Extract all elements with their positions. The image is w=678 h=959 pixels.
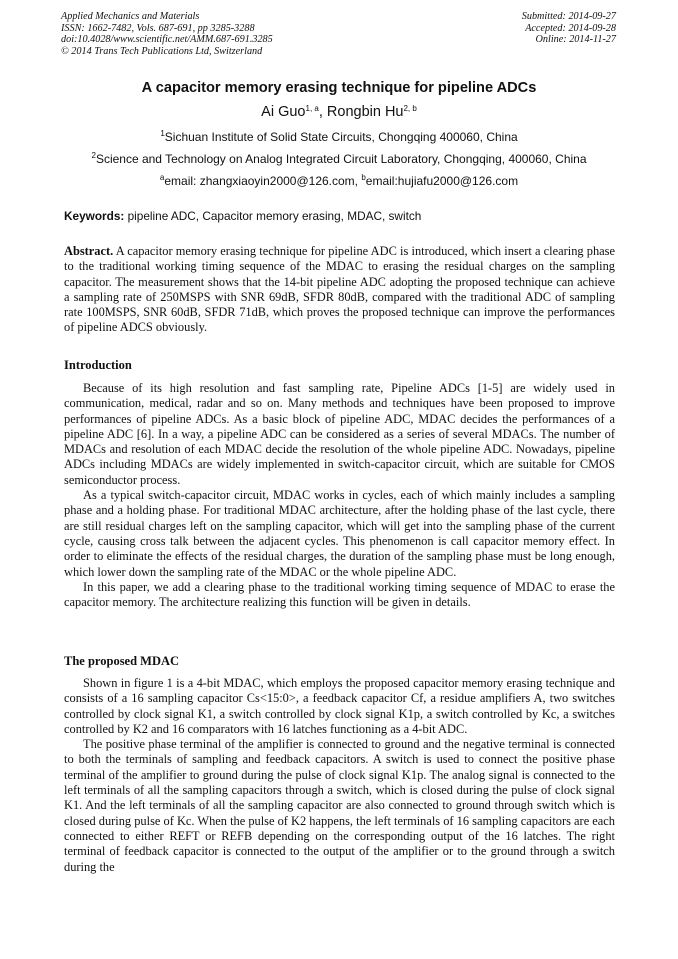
abstract-label: Abstract.: [64, 244, 114, 258]
author-1-marker: 1, a: [305, 104, 319, 113]
online-date: Online: 2014-11-27: [535, 34, 616, 46]
author-1: Ai Guo: [261, 104, 306, 120]
email-b: email:hujiafu2000@126.com: [365, 174, 519, 188]
accepted-date: Accepted: 2014-09-28: [525, 22, 616, 34]
copyright-line: © 2014 Trans Tech Publications Ltd, Switzerland: [61, 45, 263, 57]
submitted-date: Submitted: 2014-09-27: [521, 11, 616, 22]
keywords-text: pipeline ADC, Capacitor memory erasing, MDAC, switch: [124, 209, 422, 223]
journal-name: Applied Mechanics and Materials: [61, 11, 200, 22]
paragraph: Shown in figure 1 is a 4-bit MDAC, which employs the proposed capacitor memory erasing technique and consists of a 16 sampling capacitor Cs<15:0>, a feedback capacitor Cf, a residue amplifiers A, two switches controlled by clock signal K1, a switch controlled by clock signal K1p, a switch controlled by Kc, a switches controlled by K2 and 16 comparators with 16 latches functioning as a 4-bit ADC.: [64, 676, 615, 736]
affiliation-2: $^2$Science and Technology on Analog Integrated Circuit Laboratory, Chongqing, 400060, China: [91, 151, 587, 166]
affiliation-1: $^1$Sichuan Institute of Solid State Circuits, Chongqing 400060, China: [160, 129, 518, 144]
paragraph: As a typical switch-capacitor circuit, MDAC works in cycles, each of which mainly includes a sampling phase and a holding phase. For traditional MDAC architecture, after the holding phase of the last cycle, there are still residual charges left on the sampling capacitor, which will get into the sampling phase of the current cycle, causing cross talk between the adjacent cycles. This phenomenon is call capacitor memory effect. In order to eliminate the effects of the residual charges, the duration of the sampling phase must be long enough, which lower down the sampling rate of the MDAC or the whole pipeline ADC.: [64, 488, 615, 579]
author-2: Rongbin Hu: [326, 104, 404, 120]
abstract-text: A capacitor memory erasing technique for pipeline ADC is introduced, which insert a clearing phase to the traditional working timing sequence of the MDAC to erasing the residual charges on the sampling capacitor. The measurement shows that the 14-bit pipeline ADC adopting the proposed technique can achieve a sampling rate of 250MSPS with SNR 69dB, SFDR 80dB, compared with the traditional ADC of sampling rate 100MSPS, SNR 60dB, SFDR 71dB, which proves the proposed technique can improve the performances of pipeline ADCS obviously.: [64, 244, 615, 335]
keywords: [64, 209, 421, 223]
issn-line: ISSN: 1662-7482, Vols. 687-691, pp 3285-3288: [61, 22, 255, 34]
proposed-mdac-heading: The proposed MDAC: [64, 654, 180, 668]
author-list: [0, 104, 678, 120]
introduction-body: [64, 381, 615, 610]
paper-title: A capacitor memory erasing technique for pipeline ADCs: [141, 80, 537, 96]
paragraph: The positive phase terminal of the amplifier is connected to ground and the negative terminal is connected to both the terminals of sampling and feedback capacitors. A switch is used to connect the positive phase terminal of the amplifier to ground during the pulse of clock signal K1p. The analog signal is connected to the left terminals of all the sampling capacitors through a switch, which is closed during the pulse of clock signal K1. And the left terminals of all the sampling capacitor are also connected to ground through switch which is closed during pulse of Kc. When the pulse of K2 happens, the left terminals of 16 sampling capacitors are each connected to either REFT or REFB depending on the corresponding output of the 16 latches. The right terminal of feedback capacitor is connected to the output of the amplifier or to the ground through a switch during the: [64, 737, 615, 874]
introduction-heading: Introduction: [64, 358, 132, 372]
dates-header: [522, 11, 616, 46]
doi-line: doi:10.4028/www.scientific.net/AMM.687-691.3285: [61, 34, 273, 46]
proposed-mdac-body: [64, 676, 615, 875]
paragraph: In this paper, we add a clearing phase to the traditional working timing sequence of MDAC to erase the capacitor memory. The architecture realizing this function will be given in details.: [64, 579, 615, 610]
email-line: $^a$email: zhangxiaoyin2000@126.com, $^b$email:hujiafu2000@126.com: [159, 173, 519, 188]
abstract: [64, 244, 615, 336]
paragraph: Because of its high resolution and fast sampling rate, Pipeline ADCs [1-5] are widely used in communication, medical, radar and so on. Many methods and techniques have been proposed to improve performances of pipeline ADCs. As a basic block of pipeline ADC, MDAC decides the performances of a pipeline ADC [6]. In a way, a pipeline ADC can be considered as a series of several MDACs. The number of MDACs and resolution of each MDAC decide the resolution of the whole pipeline ADC. Nowadays, pipeline ADCs including MDACs are widely implemented in switch-capacitor circuit, which are suitable for CMOS semiconductor process.: [64, 381, 615, 487]
author-2-marker: 2, b: [403, 104, 417, 113]
keywords-label: Keywords:: [64, 209, 125, 223]
author-separator: ,: [318, 104, 327, 120]
journal-header: [61, 11, 273, 57]
email-a: email: zhangxiaoyin2000@126.com,: [164, 174, 362, 188]
